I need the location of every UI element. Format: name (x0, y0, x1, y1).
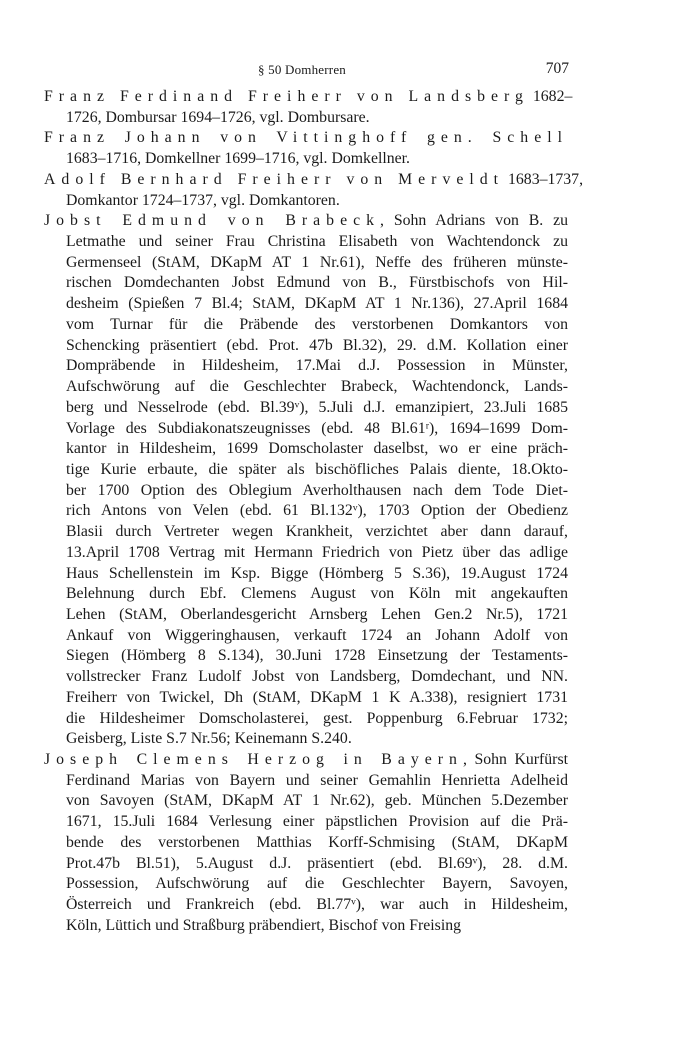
entry-text: , Sohn Kurfürst (462, 751, 568, 768)
entry-line: Österreich und Frankreich (ebd. Bl.77ᵛ), war auch in Hildesheim, (66, 896, 568, 914)
entry-name: Adolf Bernhard Freiherr von Merveldt (44, 170, 505, 188)
entry-line: Ankauf von Wiggeringhausen, verkauft 1724 an Johann Adolf von (66, 626, 568, 644)
entry-line: vollstrecker Franz Ludolf Jobst von Landsberg, Domdechant, und NN. (66, 668, 568, 686)
entry-text: , Sohn Adrians von B. zu (380, 212, 568, 230)
entry (44, 211, 568, 750)
entry-line: Siegen (Hömberg 8 S.134), 30.Juni 1728 Einsetzung der Testaments- (66, 647, 568, 665)
entry-name: Franz Johann von Vittinghoff gen. Schell (44, 129, 568, 147)
entry-line: Letmathe und seiner Frau Christina Elisabeth von Wachtendonck zu (66, 233, 568, 251)
entry-line: vom Turnar für die Präbende des verstorbenen Domkantors von (66, 315, 568, 333)
entry-line: Ferdinand Marias von Bayern und seiner Gemahlin Henrietta Adelheid (66, 771, 568, 789)
entry-line: Schencking präsentiert (ebd. Prot. 47b Bl.32), 29. d.M. Kollation einer (66, 336, 568, 354)
entry-first-line (44, 750, 568, 771)
entry-line: Domkantor 1724–1737, vgl. Domkantoren. (66, 191, 340, 209)
entry-line: kantor in Hildesheim, 1699 Domscholaster daselbst, wo er eine präch- (66, 440, 568, 458)
entry-name: Joseph Clemens Herzog in Bayern (44, 751, 463, 768)
entry-line: Possession, Aufschwörung auf die Geschlechter Bayern, Savoyen, (66, 875, 568, 893)
entry-line: tige Kurie erbaute, die später als bischöfliches Palais diente, 18.Okto- (66, 460, 568, 478)
page-header (0, 62, 700, 84)
entry-first-line (44, 211, 568, 232)
entry-line: bende des verstorbenen Matthias Korff-Schmising (StAM, DKapM (66, 833, 568, 851)
entry-line: 1671, 15.Juli 1684 Verlesung einer päpstlichen Provision auf die Prä- (66, 813, 568, 831)
entry (44, 750, 568, 936)
entry-line: Aufschwörung auf die Geschlechter Brabeck, Wachtendonck, Lands- (66, 378, 568, 396)
entry-line: Lehen (StAM, Oberlandesgericht Arnsberg Lehen Gen.2 Nr.5), 1721 (66, 605, 568, 623)
entry-line: 1683–1716, Domkellner 1699–1716, vgl. Domkellner. (66, 150, 410, 168)
entry-text: 1682– (528, 88, 573, 105)
entry-line: berg und Nesselrode (ebd. Bl.39ᵛ), 5.Juli d.J. emanzipiert, 23.Juli 1685 (66, 398, 568, 416)
entry-line: desheim (Spießen 7 Bl.4; StAM, DKapM AT 1 Nr.136), 27.April 1684 (66, 295, 568, 313)
entry-line: Freiherr von Twickel, Dh (StAM, DKapM 1 K A.338), resigniert 1731 (66, 688, 568, 706)
entry (44, 128, 568, 169)
entry-line: Haus Schellenstein im Ksp. Bigge (Hömberg 5 S.36), 19.August 1724 (66, 564, 568, 582)
entry-line: Blasii durch Vertreter wegen Krankheit, verzichtet aber dann darauf, (66, 523, 568, 541)
entry-line: rischen Domdechanten Jobst Edmund von B., Fürstbischofs von Hil- (66, 274, 568, 292)
entry-name: Franz Ferdinand Freiherr von Landsberg (44, 88, 529, 105)
entry (44, 170, 584, 211)
entry-name: Jobst Edmund von Brabeck (44, 212, 381, 230)
running-head: § 50 Domherren (258, 62, 346, 77)
entry-line: Germenseel (StAM, DKapM AT 1 Nr.61), Neffe des früheren münste- (66, 253, 568, 271)
entry-line: ber 1700 Option des Oblegium Averholthausen nach dem Tode Diet- (66, 481, 568, 499)
entry-line: Belehnung durch Ebf. Clemens August von Köln mit angekauften (66, 585, 568, 603)
entry-text: 1683–1737, (504, 170, 584, 188)
entry (44, 87, 573, 128)
entry-line: Dompräbende in Hildesheim, 17.Mai d.J. Possession in Münster, (66, 357, 568, 375)
entry-line: Prot.47b Bl.51), 5.August d.J. präsentiert (ebd. Bl.69ᵛ), 28. d.M. (66, 854, 568, 872)
entry-line: 1726, Dombursar 1694–1726, vgl. Dombursare. (66, 108, 370, 126)
entry-line: rich Antons von Velen (ebd. 61 Bl.132ᵛ), 1703 Option der Obedienz (66, 502, 568, 520)
entry-line: von Savoyen (StAM, DKapM AT 1 Nr.62), geb. München 5.Dezember (66, 792, 568, 810)
entry-first-line (44, 128, 568, 149)
entry-line: Köln, Lüttich und Straßburg präbendiert, Bischof von Freising (66, 916, 462, 934)
entry-line: 13.April 1708 Vertrag mit Hermann Friedrich von Pietz über das adlige (66, 543, 568, 561)
entry-line: Geisberg, Liste S.7 Nr.56; Keinemann S.240. (66, 730, 352, 748)
page-number: 707 (545, 60, 569, 77)
entry-first-line (44, 87, 573, 108)
entries-body (44, 87, 584, 936)
entry-line: Vorlage des Subdiakonatszeugnisses (ebd. 48 Bl.61ʳ), 1694–1699 Dom- (66, 419, 568, 437)
entry-line: die Hildesheimer Domscholasterei, gest. Poppenburg 6.Februar 1732; (66, 709, 568, 727)
entry-first-line (44, 170, 584, 191)
